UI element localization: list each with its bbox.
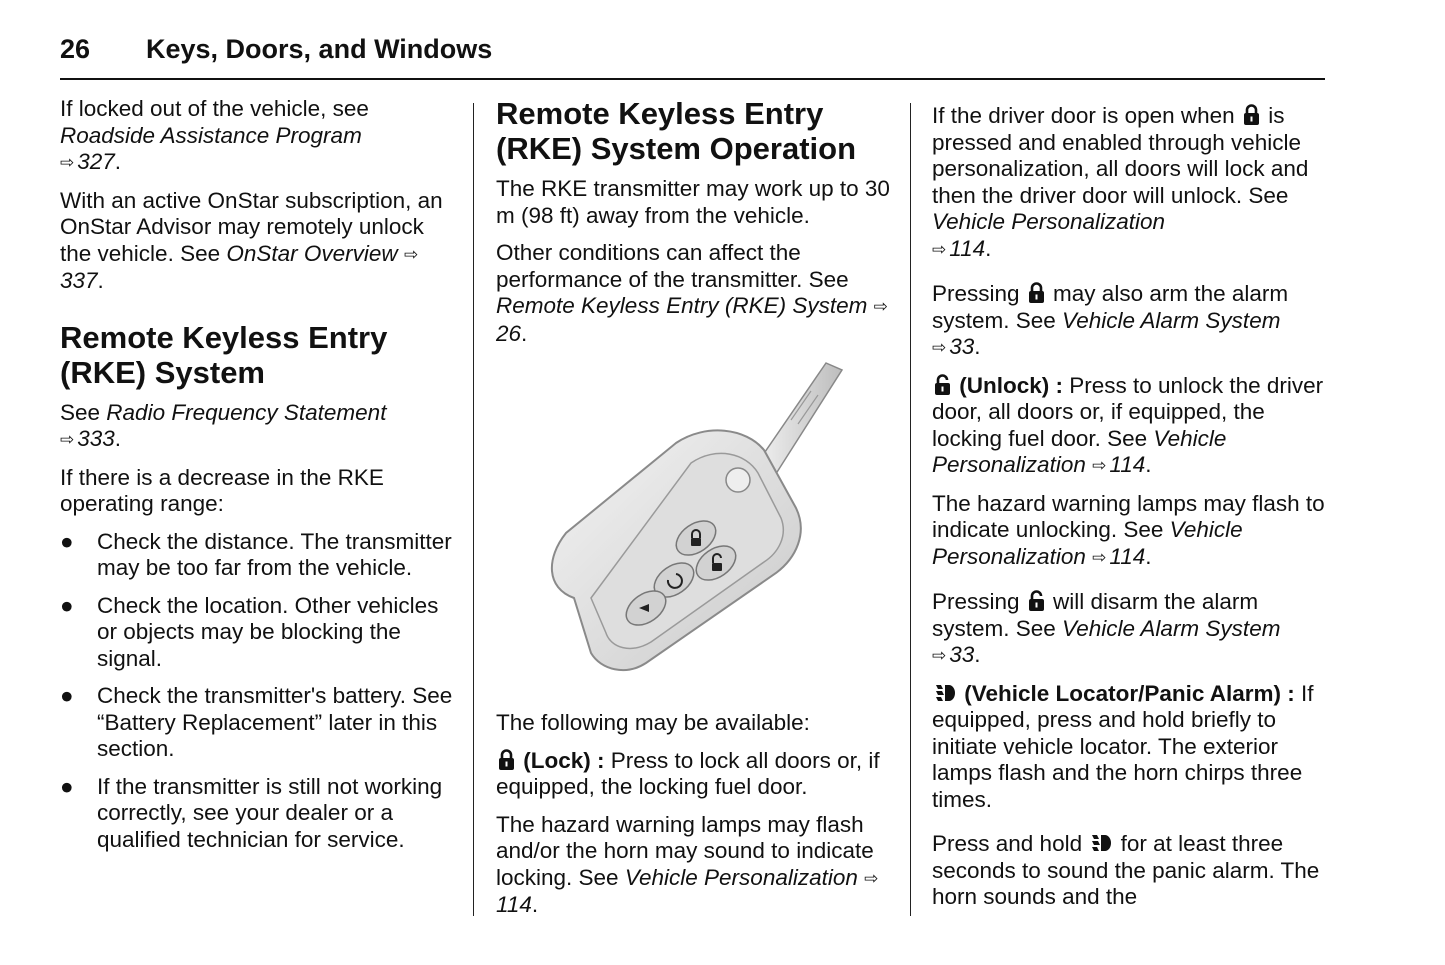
xref-arrow-icon: ⇨ <box>60 153 75 172</box>
column-middle <box>496 96 896 930</box>
chapter-title: Keys, Doors, and Windows <box>146 34 493 64</box>
column-left <box>60 96 455 864</box>
xref-page[interactable]: 114 <box>1109 543 1146 569</box>
xref-link[interactable]: OnStar Overview <box>226 240 398 266</box>
list-item: ● Check the location. Other vehicles or objects may be blocking the signal. <box>60 592 439 671</box>
xref-page[interactable]: 327 <box>77 149 115 174</box>
xref-link[interactable]: Vehicle Personalization <box>624 864 858 890</box>
xref-arrow-icon: ⇨ <box>932 239 947 259</box>
xref-arrow-icon: ⇨ <box>932 338 947 357</box>
xref-page[interactable]: 26 <box>496 320 522 346</box>
xref-arrow-icon: ⇨ <box>1092 547 1107 567</box>
xref-link[interactable]: Remote Keyless Entry (RKE) System <box>496 293 868 318</box>
list-item: ● Check the distance. The transmitter may be too far from the vehicle. <box>60 528 452 580</box>
bullet-icon: ● <box>60 592 74 618</box>
column-divider <box>473 103 474 916</box>
xref-link[interactable]: Radio Frequency Statement <box>106 399 387 425</box>
xref-arrow-icon: ⇨ <box>873 297 888 316</box>
lock-icon <box>498 749 515 771</box>
paragraph: If locked out of the vehicle, see Roadside Assistance Program ⇨ 327. <box>60 96 455 177</box>
unlock-icon <box>934 374 951 396</box>
paragraph: The following may be available: <box>496 710 810 735</box>
bullet-list <box>60 529 455 854</box>
unlock-label: (Unlock) : <box>959 372 1064 398</box>
xref-arrow-icon: ⇨ <box>864 868 879 888</box>
section-heading: Remote Keyless Entry (RKE) System Operation <box>496 96 857 166</box>
xref-link[interactable]: Vehicle Alarm System <box>1062 307 1281 333</box>
xref-link[interactable]: Vehicle Personalization <box>932 209 1166 234</box>
paragraph: With an active OnStar subscription, an OnStar Advisor may remotely unlock the vehicle. See OnStar Overview ⇨337. <box>60 187 443 293</box>
column-right <box>932 103 1332 922</box>
page-header <box>60 34 1325 80</box>
xref-arrow-icon: ⇨ <box>403 244 419 264</box>
xref-page[interactable]: 333 <box>77 426 115 451</box>
xref-page[interactable]: 114 <box>496 892 532 917</box>
paragraph: The hazard warning lamps may flash and/or the horn may sound to indicate locking. See Vehicle Personalization ⇨114. <box>496 811 879 917</box>
paragraph: Pressing will disarm the alarm system. See Vehicle Alarm System ⇨ 33. <box>932 589 1332 670</box>
xref-page[interactable]: 114 <box>1109 452 1146 477</box>
unlock-icon <box>1028 590 1045 612</box>
paragraph: The RKE transmitter may work up to 30 m (98 ft) away from the vehicle. <box>496 176 890 228</box>
column-divider <box>910 103 911 916</box>
paragraph: (Vehicle Locator/Panic Alarm) : If equipped, press and hold briefly to initiate vehicle locator. The exterior lamps flash and the horn chirps three times. <box>932 680 1314 812</box>
xref-page[interactable]: 33 <box>949 334 975 359</box>
locator-label: (Vehicle Locator/Panic Alarm) : <box>964 680 1295 706</box>
vehicle-locator-icon <box>934 682 956 704</box>
xref-arrow-icon: ⇨ <box>1092 456 1107 475</box>
section-heading: Remote Keyless Entry (RKE) System <box>60 319 388 390</box>
xref-link[interactable]: Roadside Assistance Program <box>60 122 362 148</box>
paragraph: (Lock) : Press to lock all doors or, if equipped, the locking fuel door. <box>496 747 880 799</box>
key-fob-illustration <box>496 358 896 698</box>
paragraph: Other conditions can affect the performance of the transmitter. See Remote Keyless Entry (RKE) System ⇨26. <box>496 240 888 346</box>
lock-label: (Lock) : <box>523 747 605 773</box>
paragraph: (Unlock) : Press to unlock the driver door, all doors or, if equipped, the locking fuel door. See Vehicle Personalization ⇨ 114. <box>932 373 1332 480</box>
list-item: ● If the transmitter is still not working correctly, see your dealer or a qualified technician for service. <box>60 773 443 852</box>
lock-icon <box>1028 282 1045 304</box>
page-number: 26 <box>60 34 91 64</box>
xref-page[interactable]: 33 <box>949 642 975 667</box>
xref-page[interactable]: 114 <box>949 235 986 261</box>
bullet-icon: ● <box>60 528 74 554</box>
xref-arrow-icon: ⇨ <box>932 646 947 665</box>
list-item: ● Check the transmitter's battery. See “Battery Replacement” later in this section. <box>60 683 453 761</box>
paragraph: If there is a decrease in the RKE operating range: <box>60 464 384 516</box>
xref-page[interactable]: 337 <box>60 268 98 293</box>
xref-link[interactable]: Vehicle Alarm System <box>1062 615 1281 641</box>
lock-icon <box>1243 104 1260 126</box>
paragraph: See Radio Frequency Statement ⇨ 333. <box>60 400 455 454</box>
xref-link[interactable]: Vehicle Personalization <box>932 517 1243 569</box>
paragraph: Press and hold for at least three seconds to sound the panic alarm. The horn sounds and the <box>932 831 1320 909</box>
paragraph: Pressing may also arm the alarm system. See Vehicle Alarm System ⇨ 33. <box>932 281 1332 362</box>
bullet-icon: ● <box>60 683 74 708</box>
xref-link[interactable]: Vehicle Personalization <box>932 425 1227 477</box>
paragraph: The hazard warning lamps may flash to indicate unlocking. See Vehicle Personalization ⇨ 114. <box>932 491 1332 572</box>
xref-arrow-icon: ⇨ <box>60 430 75 449</box>
key-fob-icon <box>526 358 846 688</box>
bullet-icon: ● <box>60 773 74 799</box>
paragraph: If the driver door is open when is pressed and enabled through vehicle personalization, all doors will lock and then the driver door will unlock. See Vehicle Personalization ⇨ 114. <box>932 103 1332 263</box>
vehicle-locator-icon <box>1090 832 1112 854</box>
